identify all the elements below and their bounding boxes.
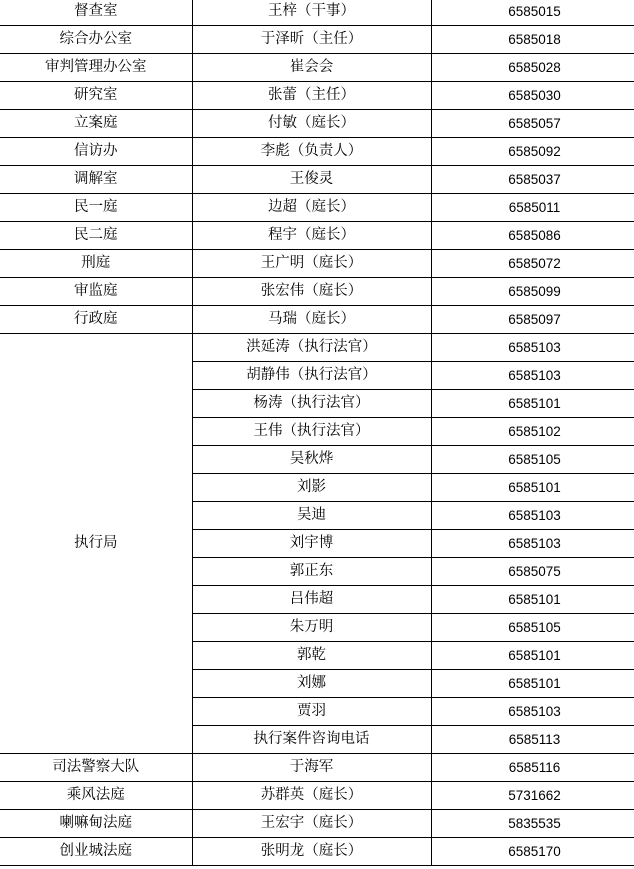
department-cell: 研究室	[0, 82, 192, 110]
person-cell: 郭乾	[192, 642, 431, 670]
table-row	[0, 110, 634, 138]
person-cell: 吴迪	[192, 502, 431, 530]
department-cell: 信访办	[0, 138, 192, 166]
phone-cell: 6585103	[431, 698, 634, 726]
person-cell: 马瑞（庭长）	[192, 306, 431, 334]
department-cell: 民一庭	[0, 194, 192, 222]
person-cell: 边超（庭长）	[192, 194, 431, 222]
person-cell: 张明龙（庭长）	[192, 838, 431, 866]
person-cell: 吴秋烨	[192, 446, 431, 474]
person-cell: 付敏（庭长）	[192, 110, 431, 138]
department-cell-exec: 执行局	[0, 334, 192, 754]
person-cell: 王伟（执行法官）	[192, 418, 431, 446]
phone-cell: 6585101	[431, 586, 634, 614]
person-cell: 王俊灵	[192, 166, 431, 194]
person-cell: 刘宇博	[192, 530, 431, 558]
phone-cell: 6585103	[431, 334, 634, 362]
phone-cell: 6585099	[431, 278, 634, 306]
person-cell: 贾羽	[192, 698, 431, 726]
person-cell: 执行案件咨询电话	[192, 726, 431, 754]
phone-cell: 6585113	[431, 726, 634, 754]
table-row	[0, 0, 634, 26]
phone-cell: 6585101	[431, 474, 634, 502]
table-row	[0, 250, 634, 278]
department-cell: 立案庭	[0, 110, 192, 138]
phone-cell: 6585072	[431, 250, 634, 278]
department-cell: 督查室	[0, 0, 192, 26]
phone-cell: 6585101	[431, 642, 634, 670]
person-cell: 于海军	[192, 754, 431, 782]
person-cell: 张宏伟（庭长）	[192, 278, 431, 306]
person-cell: 刘娜	[192, 670, 431, 698]
table-row	[0, 334, 634, 362]
person-cell: 朱万明	[192, 614, 431, 642]
table-row	[0, 26, 634, 54]
person-cell: 王梓（干事）	[192, 0, 431, 26]
table-row	[0, 54, 634, 82]
table-row	[0, 222, 634, 250]
phone-cell: 6585102	[431, 418, 634, 446]
phone-cell: 6585086	[431, 222, 634, 250]
person-cell: 于泽昕（主任）	[192, 26, 431, 54]
person-cell: 苏群英（庭长）	[192, 782, 431, 810]
department-cell: 审判管理办公室	[0, 54, 192, 82]
table-row	[0, 782, 634, 810]
person-cell: 王广明（庭长）	[192, 250, 431, 278]
person-cell: 张蕾（主任）	[192, 82, 431, 110]
department-cell: 喇嘛甸法庭	[0, 810, 192, 838]
table-row	[0, 138, 634, 166]
table-row	[0, 166, 634, 194]
department-cell: 创业城法庭	[0, 838, 192, 866]
table-row	[0, 838, 634, 866]
phone-cell: 6585028	[431, 54, 634, 82]
phone-cell: 6585105	[431, 446, 634, 474]
phone-cell: 6585103	[431, 502, 634, 530]
phone-cell: 6585105	[431, 614, 634, 642]
person-cell: 崔会会	[192, 54, 431, 82]
department-cell: 综合办公室	[0, 26, 192, 54]
department-cell: 司法警察大队	[0, 754, 192, 782]
person-cell: 郭正东	[192, 558, 431, 586]
person-cell: 刘影	[192, 474, 431, 502]
table-row	[0, 194, 634, 222]
phone-cell: 5731662	[431, 782, 634, 810]
person-cell: 胡静伟（执行法官）	[192, 362, 431, 390]
phone-cell: 6585057	[431, 110, 634, 138]
department-cell: 调解室	[0, 166, 192, 194]
person-cell: 杨涛（执行法官）	[192, 390, 431, 418]
phone-cell: 6585030	[431, 82, 634, 110]
phone-cell: 6585101	[431, 670, 634, 698]
phone-cell: 6585075	[431, 558, 634, 586]
phone-cell: 6585101	[431, 390, 634, 418]
phone-cell: 6585170	[431, 838, 634, 866]
person-cell: 程宇（庭长）	[192, 222, 431, 250]
department-cell: 审监庭	[0, 278, 192, 306]
table-row	[0, 810, 634, 838]
table-row	[0, 82, 634, 110]
person-cell: 王宏宇（庭长）	[192, 810, 431, 838]
department-cell: 刑庭	[0, 250, 192, 278]
phone-cell: 6585011	[431, 194, 634, 222]
phone-cell: 6585103	[431, 362, 634, 390]
phone-cell: 6585018	[431, 26, 634, 54]
table-row	[0, 754, 634, 782]
table-row	[0, 306, 634, 334]
person-cell: 吕伟超	[192, 586, 431, 614]
person-cell: 洪延涛（执行法官）	[192, 334, 431, 362]
phone-cell: 6585116	[431, 754, 634, 782]
person-cell: 李彪（负责人）	[192, 138, 431, 166]
phone-cell: 6585097	[431, 306, 634, 334]
phone-cell: 6585092	[431, 138, 634, 166]
department-cell: 行政庭	[0, 306, 192, 334]
phone-cell: 5835535	[431, 810, 634, 838]
table-row	[0, 278, 634, 306]
phone-cell: 6585037	[431, 166, 634, 194]
phone-cell: 6585103	[431, 530, 634, 558]
phone-cell: 6585015	[431, 0, 634, 26]
department-cell: 乘风法庭	[0, 782, 192, 810]
department-cell: 民二庭	[0, 222, 192, 250]
